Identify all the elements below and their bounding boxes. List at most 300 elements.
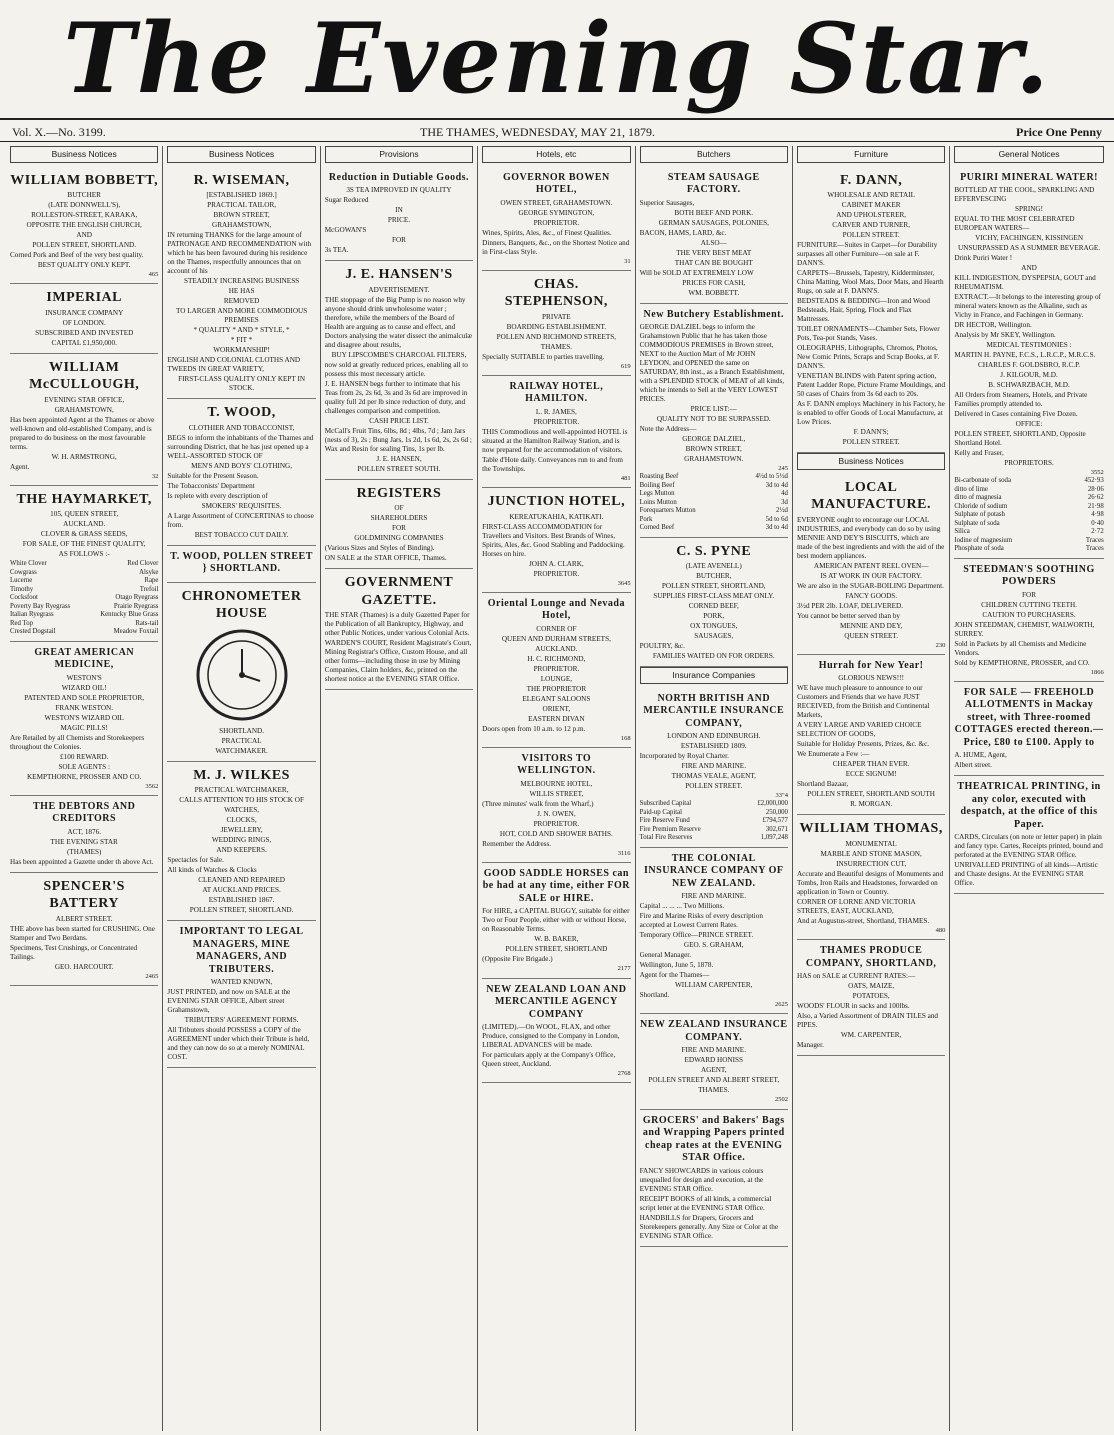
ad-line: INSURRECTION CUT, <box>836 859 907 868</box>
ad-line: SUPPLIES FIRST-CLASS MEAT ONLY. <box>653 592 775 601</box>
advertisement <box>482 488 630 593</box>
advertisement <box>482 376 630 488</box>
ad-heading: REGISTERS <box>356 485 442 501</box>
ad-line: Has been appointed Agent at the Thames or above well-known and old-established Company, and is prepared to do business on the most favourable terms. <box>10 415 155 451</box>
ad-line: Corned Pork and Beef of the very best quality. <box>10 251 144 260</box>
ad-line: POLLEN STREET AND ALBERT STREET, <box>648 1076 780 1085</box>
ad-line: GERMAN SAUSAGES, POLONIES, <box>658 218 769 227</box>
table-row <box>10 594 158 602</box>
table-row <box>10 603 158 611</box>
ad-line: J. KILGOUR, M.D. <box>1000 371 1058 380</box>
ad-heading: CHRONOMETER HOUSE <box>181 588 302 622</box>
advertisement <box>797 655 945 816</box>
ad-line: EXTRACT.—It belongs to the interesting group of mineral waters known as the Alkaline, such as Vichy in France, and Fachingen in Germany. <box>954 293 1101 320</box>
ad-line: MAGIC PILLS! <box>60 723 108 732</box>
table-cell: Phosphate of soda <box>954 545 1004 553</box>
ad-number: 245 <box>778 465 788 473</box>
ad-line: JEWELLERY, <box>220 826 263 835</box>
table-cell: 21·98 <box>1087 502 1104 510</box>
table-cell: Rape <box>144 577 159 585</box>
ad-line: And at Augustus-street, Shortland, THAMES. <box>796 916 930 925</box>
ad-line: Also, a Varied Assortment of DRAIN TILES and PIPES. <box>796 1012 939 1029</box>
ad-line: J. E. HANSEN, <box>376 454 422 463</box>
ad-line: WILLIS STREET, <box>529 789 584 798</box>
ad-line: £100 REWARD. <box>60 752 109 761</box>
advertisement <box>797 167 945 454</box>
ad-heading: NEW ZEALAND LOAN AND MERCANTILE AGENCY COMPANY <box>486 983 627 1020</box>
ad-line: ESTABLISHED 1867. <box>208 896 275 905</box>
advertisement <box>954 776 1103 894</box>
ad-line: Suitable for Holiday Presents, Prizes, &c. &c. <box>796 740 930 749</box>
ad-line: BOTTLED AT THE COOL, SPARKLING AND EFFERVESCING <box>954 186 1095 204</box>
table-cell: Red Clover <box>127 560 159 568</box>
ad-line: AMERICAN PATENT REEL OVEN— <box>813 561 929 570</box>
ad-line: 3S TEA IMPROVED IN QUALITY <box>346 186 452 195</box>
table-row <box>640 499 788 507</box>
ad-line: UNSURPASSED AS A SUMMER BEVERAGE. <box>957 244 1101 253</box>
ad-heading: GOVERNOR BOWEN HOTEL, <box>503 171 610 196</box>
section-header-business: Business Notices <box>797 453 945 470</box>
table-cell: ditto of lime <box>954 485 988 493</box>
ad-heading: PURIRI MINERAL WATER! <box>960 171 1098 183</box>
ad-line: THAT CAN BE BOUGHT <box>674 258 753 267</box>
ad-line: SPRING! <box>1015 205 1044 214</box>
table-cell: Corned Beef <box>639 524 675 532</box>
ad-line: SHAREHOLDERS <box>370 514 428 523</box>
advertisement <box>797 474 945 655</box>
advertisement <box>325 569 473 690</box>
ad-heading: THE DEBTORS AND CREDITORS <box>33 800 136 825</box>
ad-line: CHEAPER THAN EVER. <box>832 760 910 769</box>
column-6 <box>793 146 950 1431</box>
ad-line: STEADILY INCREASING BUSINESS <box>183 277 300 286</box>
ad-line: WANTED KNOWN, <box>210 978 273 987</box>
ad-line: Superior Sausages, <box>639 198 695 207</box>
table-row <box>10 628 158 636</box>
ad-line: AND UPHOLSTERER, <box>836 211 907 220</box>
ad-line: Manager. <box>796 1041 824 1049</box>
column-header: Butchers <box>640 146 788 163</box>
table-cell: 4·98 <box>1091 511 1104 519</box>
seed-list <box>10 560 158 636</box>
ad-line: All Orders from Steamers, Hotels, and Private Families promptly attended to. <box>954 391 1088 409</box>
ad-line: FIRE AND MARINE. <box>681 892 746 901</box>
ad-line: now sold at greatly reduced prices, enabling all to possess this most necessary article. <box>324 360 468 378</box>
column-header: Hotels, etc <box>482 146 630 163</box>
table-row <box>954 486 1103 494</box>
ad-line: WARDEN'S COURT, Resident Magistrate's Court, Mining Registrar's Office, Custom House, and all other forms—including those in use by Mining Companies, Claim holders, &c, printed on the shortest notice at the EVENING STAR Office. <box>324 639 472 684</box>
section-header-insurance: Insurance Companies <box>640 667 788 684</box>
ad-line: CHILDREN CUTTING TEETH. <box>981 600 1077 609</box>
ad-line: W. B. BAKER, <box>534 935 579 944</box>
table-cell: Chloride of sodium <box>954 502 1008 510</box>
ad-line: IN returning THANKS for the large amount of PATRONAGE AND RECOMMENDATION with which he has been favoured during his residence on the Thames, respectfully announces that on account of his <box>167 231 312 276</box>
ad-line: WE have much pleasure to announce to our Customers and Friends that we have JUST RECEIVED, from the British and Continental Markets, <box>796 684 930 720</box>
ad-line: EVERYONE ought to encourage our LOCAL INDUSTRIES, and everybody can do so by using MENNIE AND DEY'S BISCUITS, which are made of the best ingredients and with the aid of the best modern appliances. <box>796 515 945 560</box>
ad-line: IS AT WORK IN OUR FACTORY. <box>820 571 922 580</box>
ad-line: CALLS ATTENTION TO HIS STOCK OF <box>179 796 304 805</box>
ad-line: ENGLISH AND COLONIAL CLOTHS AND TWEEDS IN GREAT VARIETY, <box>167 356 301 374</box>
ad-line: All kinds of Watches & Clocks <box>167 866 257 875</box>
advertisement <box>482 979 630 1084</box>
ad-line: B. SCHWARZBACH, M.D. <box>988 381 1070 390</box>
table-cell: Cocksfoot <box>10 594 38 602</box>
ad-line: WHOLESALE AND RETAIL <box>827 191 915 200</box>
table-cell: Boiling Beef <box>639 481 675 489</box>
water-analysis-table <box>954 477 1103 553</box>
table-cell: 302,671 <box>765 825 788 833</box>
ad-heading: C. S. PYNE <box>676 543 752 559</box>
ad-line: 3s TEA. <box>324 246 349 255</box>
ad-line: KEREATUKAHIA, KATIKATI. <box>509 512 604 521</box>
ad-line: WATCHMAKER. <box>215 746 268 755</box>
ad-line: POLLEN STREET, SHORTLAND, Opposite Shortland Hotel. <box>954 430 1086 448</box>
ad-line: ACT, 1876. <box>67 827 101 836</box>
ad-line: PROPRIETOR. <box>533 218 580 227</box>
ad-line: We Enumerate a Few :— <box>796 750 870 759</box>
ad-line: PROPRIETOR. <box>533 569 580 578</box>
dateline <box>0 118 1114 142</box>
ad-line: (Various Sizes and Styles of Binding). <box>324 544 435 553</box>
table-cell: 4d <box>781 490 788 498</box>
ad-line: Suitable for the Present Season. <box>167 471 259 480</box>
ad-number: 33"4 <box>775 792 788 800</box>
ad-line: CLOCKS, <box>226 816 257 825</box>
ad-line: AS FOLLOWS :- <box>58 550 110 559</box>
ad-line: Is replete with every description of <box>167 491 268 500</box>
ad-line: CASH PRICE LIST. <box>369 416 429 425</box>
ad-line: THE PROPRIETOR <box>526 684 587 693</box>
advertisement <box>954 682 1103 777</box>
table-cell: 3d to 4d <box>765 524 788 532</box>
ad-line: L. R. JAMES, <box>535 407 577 416</box>
ad-line: GEORGE DALZIEL begs to inform the Grahamstown Public that he has taken those COMMODIOUS PREMISES in Brown street, NEXT to the Auction Mart of Mr JOHN LEYDON, and OPENED the same on SATURDAY, 8th inst., as a Branch Establishment, with a SPLENDID STOCK of MEAT of all kinds, which he intends to Sell at the VERY LOWEST PRICES. <box>639 323 785 404</box>
ad-line: BUTCHER, <box>696 572 732 581</box>
column-header: Furniture <box>797 146 945 163</box>
ad-line: Drink Puriri Water ! <box>954 254 1013 263</box>
ad-line: (LIMITED).—On WOOL, FLAX, and other Produce, consigned to the Company in London, LIBERAL ADVANCES will be made. <box>482 1023 620 1049</box>
ad-line: Has been appointed a Gazette under th above Act. <box>10 857 154 866</box>
advertisement <box>167 762 315 922</box>
ad-heading: J. E. HANSEN'S <box>345 267 453 283</box>
advertisement <box>10 642 158 796</box>
ad-heading: THE HAYMARKET, <box>16 491 152 507</box>
ad-line: R. MORGAN. <box>850 800 893 809</box>
ad-heading: GROCERS' and Bakers' Bags and Wrapping Papers printed cheap rates at the EVENING STAR Office. <box>642 1114 785 1164</box>
ad-line: Incorporated by Royal Charter. <box>639 752 729 761</box>
table-cell: Lucerne <box>10 577 33 585</box>
advertisement <box>640 1110 788 1247</box>
ad-line: POLLEN STREET, SHORTLAND. <box>189 906 294 915</box>
ad-heading: THE COLONIAL INSURANCE COMPANY OF NEW ZEALAND. <box>644 852 784 889</box>
ad-line: WESTON'S WIZARD OIL <box>44 713 124 722</box>
ad-line: DR HECTOR, Wellington. <box>954 321 1032 330</box>
ad-line: PATENTED AND SOLE PROPRIETOR, <box>24 693 145 702</box>
table-cell: Pork <box>639 515 653 523</box>
ad-line: [ESTABLISHED 1869.] <box>206 191 277 200</box>
ad-line: THOMAS VEALE, AGENT, <box>671 772 756 781</box>
ad-line: MARBLE AND STONE MASON, <box>820 849 922 858</box>
advertisement <box>797 940 945 1056</box>
ad-line: THE above has been started for CRUSHING. One Stamper and Two Berdans. <box>10 924 155 942</box>
ad-line: As F. DANN employs Machinery in his Factory, he is enabled to offer Goods of Local Manufacture, at Low Prices. <box>796 400 945 427</box>
ad-line: (THAMES) <box>67 847 102 856</box>
table-cell: Bi-carbonate of soda <box>954 477 1011 485</box>
table-cell: 250,000 <box>765 808 788 816</box>
table-cell: Paid-up Capital <box>639 808 683 816</box>
ad-line: BEDSTEADS & BEDDING—Iron and Wood Bedsteads, Hair, Spring, Flock and Flax Mattresses. <box>796 297 931 324</box>
ad-line: FOR <box>391 524 406 533</box>
column-3 <box>321 146 478 1431</box>
ad-line: * QUALITY * AND * STYLE, * <box>193 326 290 335</box>
advertisement <box>482 863 630 979</box>
capital-table <box>640 800 788 842</box>
newspaper-title: The Evening Star. <box>63 2 1051 115</box>
ad-line: (LATE AVENELL) <box>685 562 742 571</box>
ad-line: Fire and Marine Risks of every description accepted at Lowest Current Rates. <box>639 912 763 930</box>
ad-line: CHARLES F. GOLDSBRO, R.C.P. <box>978 361 1081 370</box>
ad-line: Analysis by Mr SKEY, Wellington. <box>954 331 1056 340</box>
ad-heading: LOCAL MANUFACTURE. <box>811 479 931 513</box>
ad-line: PRIVATE <box>542 312 571 321</box>
ad-heading: WILLIAM BOBBETT, <box>10 172 159 188</box>
ad-line: SOLE AGENTS : <box>58 762 110 771</box>
advertisement <box>10 796 158 873</box>
table-cell: 5d to 6d <box>765 515 788 523</box>
ad-line: Specimens, Test Crushings, or Concentrated Tailings. <box>10 943 138 961</box>
table-cell: Fire Reserve Fund <box>639 817 690 825</box>
newspaper-columns <box>6 146 1108 1431</box>
advertisement <box>167 546 315 583</box>
table-cell: Silica <box>954 528 970 536</box>
advertisement <box>10 354 158 486</box>
table-row <box>954 520 1103 528</box>
table-row <box>640 809 788 817</box>
ad-line: OPPOSITE THE ENGLISH CHURCH, <box>26 221 142 230</box>
table-cell: Forequarters Mutton <box>639 507 696 515</box>
ad-line: Temporary Office—PRINCE STREET. <box>639 931 754 940</box>
ad-heading: New Butchery Establishment. <box>643 308 784 320</box>
ad-number: 465 <box>148 271 159 279</box>
ad-line: ESTABLISHED 1809. <box>680 742 747 751</box>
ad-line: Capital ... ... ... Two Millions. <box>639 902 725 911</box>
table-cell: White Clover <box>10 560 47 568</box>
table-cell: Trefoil <box>139 585 159 593</box>
column-2 <box>163 146 320 1431</box>
column-7 <box>950 146 1107 1431</box>
ad-heading: IMPERIAL <box>46 290 122 306</box>
ad-line: For HIRE, a CAPITAL BUGGY, suitable for either Two or Four People, either with or without Horse, on Reasonable Terms. <box>482 907 630 934</box>
ad-line: POLLEN STREET, SHORTLAND SOUTH <box>807 790 935 799</box>
ad-line: (Three minutes' walk from the Wharf,) <box>482 799 594 808</box>
table-cell: 4½d to 5½d <box>755 473 788 481</box>
ad-line: CORNER OF <box>536 624 577 633</box>
table-cell: Traces <box>1085 536 1104 544</box>
ad-line: ALBERT STREET. <box>55 914 113 923</box>
ad-heading: STEEDMAN'S SOOTHING POWDERS <box>963 563 1095 588</box>
column-header: Business Notices <box>167 146 315 163</box>
ad-line: SHORTLAND. <box>219 726 265 735</box>
ad-number: 481 <box>620 474 631 482</box>
table-cell: ditto of magnesia <box>954 494 1002 502</box>
ad-heading: FOR SALE — FREEHOLD ALLOTMENTS in Mackay street, with Three-roomed COTTAGES erected thereon.—Price, £80 to £100. Apply to <box>954 686 1104 748</box>
advertisement <box>10 284 158 354</box>
ad-line: POULTRY, &c. <box>639 642 685 651</box>
table-cell: Meadow Foxtail <box>113 628 159 636</box>
ad-line: INSURANCE COMPANY <box>45 308 124 317</box>
ad-heading: M. J. WILKES <box>193 767 290 783</box>
ad-line: BEST QUALITY ONLY KEPT. <box>37 261 131 270</box>
ad-line: AUCKLAND. <box>535 644 578 653</box>
ad-line: Accurate and Beautiful designs of Monuments and Tombs, Iron Rails and Headstones, forwarded on application in Town or Country. <box>796 869 944 896</box>
table-row <box>640 490 788 498</box>
ad-line: GOLDMINING COMPANIES <box>354 534 444 543</box>
advertisement <box>797 815 945 940</box>
advertisement <box>482 271 630 376</box>
ad-line: BACON, HAMS, LARD, &c. <box>639 228 727 237</box>
ad-line: GRAHAMSTOWN, <box>212 221 272 230</box>
ad-line: JOHN A. CLARK, <box>529 559 584 568</box>
ad-line: OF <box>394 504 404 513</box>
column-4 <box>478 146 635 1431</box>
ad-line: BEST TOBACCO CUT DAILY. <box>194 530 289 539</box>
price: Price One Penny <box>1016 125 1102 139</box>
ad-line: BOARDING ESTABLISHMENT. <box>506 322 607 331</box>
column-header: Provisions <box>325 146 473 163</box>
ad-line: Are Retailed by all Chemists and Storekeepers throughout the Colonies. <box>10 733 145 751</box>
column-1 <box>6 146 163 1431</box>
ad-line: WM. BOBBETT. <box>688 288 740 297</box>
ad-line: HOT, COLD AND SHOWER BATHS. <box>499 829 613 838</box>
ad-line: THE EVENING STAR <box>50 837 118 846</box>
ad-line: PRACTICAL WATCHMAKER, <box>194 786 289 795</box>
ad-line: AT AUCKLAND PRICES. <box>202 886 281 895</box>
ad-line: WM. CARPENTER, <box>840 1031 902 1039</box>
table-row <box>10 577 158 585</box>
ad-heading: F. DANN, <box>840 172 903 188</box>
ad-line: Shortland Bazaar, <box>796 780 849 789</box>
ad-heading: T. WOOD, POLLEN STREET } SHORTLAND. <box>170 550 313 575</box>
ad-line: CARPETS—Brussels, Tapestry, Kidderminster, China Matting, Wool Mats, Door Mats, and Hearth Rugs, on sale at F. DANN'S. <box>796 269 944 296</box>
ad-line: CARDS, Circulars (on note or letter paper) in plain and fancy type. Cartes, Receipts printed, bound and perforated at the EVENING STAR Office. <box>954 833 1103 860</box>
ad-line: Agent for the Thames— <box>639 971 710 980</box>
table-row <box>640 524 788 532</box>
table-row <box>10 560 158 568</box>
ad-line: ADVERTISEMENT. <box>368 285 430 294</box>
table-row <box>640 826 788 834</box>
ad-line: PRICE LIST:— <box>690 405 737 414</box>
table-row <box>954 477 1103 485</box>
ad-number: 230 <box>935 641 946 649</box>
place-and-date: THE THAMES, WEDNESDAY, MAY 21, 1879. <box>420 125 656 139</box>
ad-heading: GOOD SADDLE HORSES can be had at any time, either FOR SALE or HIRE. <box>482 867 631 904</box>
ad-heading: T. WOOD, <box>207 405 276 421</box>
table-row <box>640 507 788 515</box>
column-header: Business Notices <box>10 146 158 163</box>
table-row <box>954 537 1103 545</box>
ad-heading: WILLIAM THOMAS, <box>799 821 943 837</box>
ad-line: FANCY GOODS. <box>845 591 898 600</box>
table-cell: Poverty Bay Ryegrass <box>10 602 71 610</box>
table-row <box>640 516 788 524</box>
advertisement <box>10 873 158 986</box>
ad-line: POLLEN STREET, SHORTLAND, <box>661 582 766 591</box>
ad-line: Spectacles for Sale. <box>167 856 224 865</box>
ad-line: A. HUME, Agent, <box>954 751 1007 760</box>
table-cell: 2½d <box>776 507 788 515</box>
ad-number: 31 <box>624 257 631 265</box>
ad-line: GEORGE SYMINGTON, <box>518 208 595 217</box>
ad-heading: CHAS. STEPHENSON, <box>504 276 608 310</box>
ad-line: THAMES. <box>540 342 573 351</box>
ad-line: EQUAL TO THE MOST CELEBRATED EUROPEAN WATERS— <box>954 215 1075 233</box>
ad-line: JUST PRINTED, and now on SALE at the EVENING STAR OFFICE, Albert street Grahamstown, <box>167 988 291 1015</box>
ad-line: POLLEN STREET. <box>685 782 743 791</box>
ad-heading: GREAT AMERICAN MEDICINE, <box>34 646 135 671</box>
ad-line: J. E. HANSEN begs further to intimate that his Teas from 2s, 2s 6d, 3s and 3s 6d are improved in quality full 2d per lb since reduction of duty, and challenges comparison and competition. <box>324 379 468 415</box>
ad-number: 2768 <box>617 1070 631 1077</box>
table-cell: Timothy <box>10 585 34 593</box>
ad-line: W. H. ARMSTRONG, <box>51 452 117 461</box>
table-cell: Sulphate of soda <box>954 519 1000 527</box>
ad-line: HANDBILLS for Drapers, Grocers and Storekeepers generally. Any Size or Color at the EVENING STAR Office. <box>639 1213 779 1240</box>
table-row <box>10 620 158 628</box>
advertisement <box>167 583 315 762</box>
ad-line: THE VERY BEST MEAT <box>676 248 752 257</box>
ad-line: KILL INDIGESTION, DYSPEPSIA, GOUT and RHEUMATISM. <box>954 274 1096 292</box>
ad-line: EASTERN DIVAN <box>528 714 585 723</box>
ad-line: PRACTICAL <box>221 736 262 745</box>
ad-line: THE STAR (Thames) is a duly Gazetted Paper for the Publication of all Bankruptcy, Highway, and other Public Notices, under various Colonial Acts. <box>324 611 470 638</box>
advertisement <box>954 559 1103 682</box>
ad-line: UNRIVALLED PRINTING of all kinds—Artistic and Chaste designs. At the EVENING STAR Office. <box>954 861 1098 888</box>
ad-line: JOHN STEEDMAN, CHEMIST, WALWORTH, SURREY. <box>954 620 1095 638</box>
table-cell: Loins Mutton <box>639 498 677 506</box>
ad-line: ECCE SIGNUM! <box>845 770 897 779</box>
ad-line: GRAHAMSTOWN, <box>54 405 114 414</box>
table-cell: Otago Ryegrass <box>115 594 159 602</box>
ad-line: Wines, Spirits, Ales, &c., of Finest Qualities. <box>482 228 612 237</box>
ad-line: PRICES FOR CASH, <box>682 278 746 287</box>
ad-line: Sold in Packets by all Chemists and Medicine Vendors. <box>954 639 1087 657</box>
ad-line: LOUNGE, <box>540 674 573 683</box>
ad-line: Delivered in Cases containing Five Dozen. <box>954 410 1078 419</box>
ad-number: 168 <box>620 734 631 742</box>
ad-heading: IMPORTANT TO LEGAL MANAGERS, MINE MANAGERS, AND TRIBUTERS. <box>179 926 304 975</box>
ad-line: ALSO— <box>700 238 727 247</box>
ad-line: PROPRIETORS. <box>1004 459 1054 468</box>
ad-line: Note the Address— <box>639 425 697 434</box>
ad-line: GEORGE DALZIEL, <box>682 435 746 444</box>
ad-line: * FIT * <box>230 336 253 345</box>
advertisement <box>482 593 630 748</box>
table-cell: Red Top <box>10 619 33 627</box>
ad-line: POTATOES, <box>852 992 890 1000</box>
ad-line: 3½d PER 2lb. LOAF, DELIVERED. <box>796 601 903 610</box>
ad-line: THAMES. <box>698 1086 730 1095</box>
meat-price-list <box>640 473 788 532</box>
ad-line: AUCKLAND. <box>63 520 106 529</box>
ad-line: POLLEN STREET, SHORTLAND <box>505 945 608 954</box>
ad-number: 480 <box>935 926 946 934</box>
ad-line: TO LARGER AND MORE COMMODIOUS PREMISES <box>175 307 308 325</box>
ad-heading: RAILWAY HOTEL, HAMILTON. <box>509 380 604 405</box>
ad-line: WESTON'S <box>66 673 102 682</box>
ad-heading: JUNCTION HOTEL, <box>487 494 626 509</box>
ad-line: OWEN STREET, GRAHAMSTOWN. <box>500 198 613 207</box>
advertisement <box>167 167 315 400</box>
ad-line: PRACTICAL TAILOR, <box>207 201 277 210</box>
